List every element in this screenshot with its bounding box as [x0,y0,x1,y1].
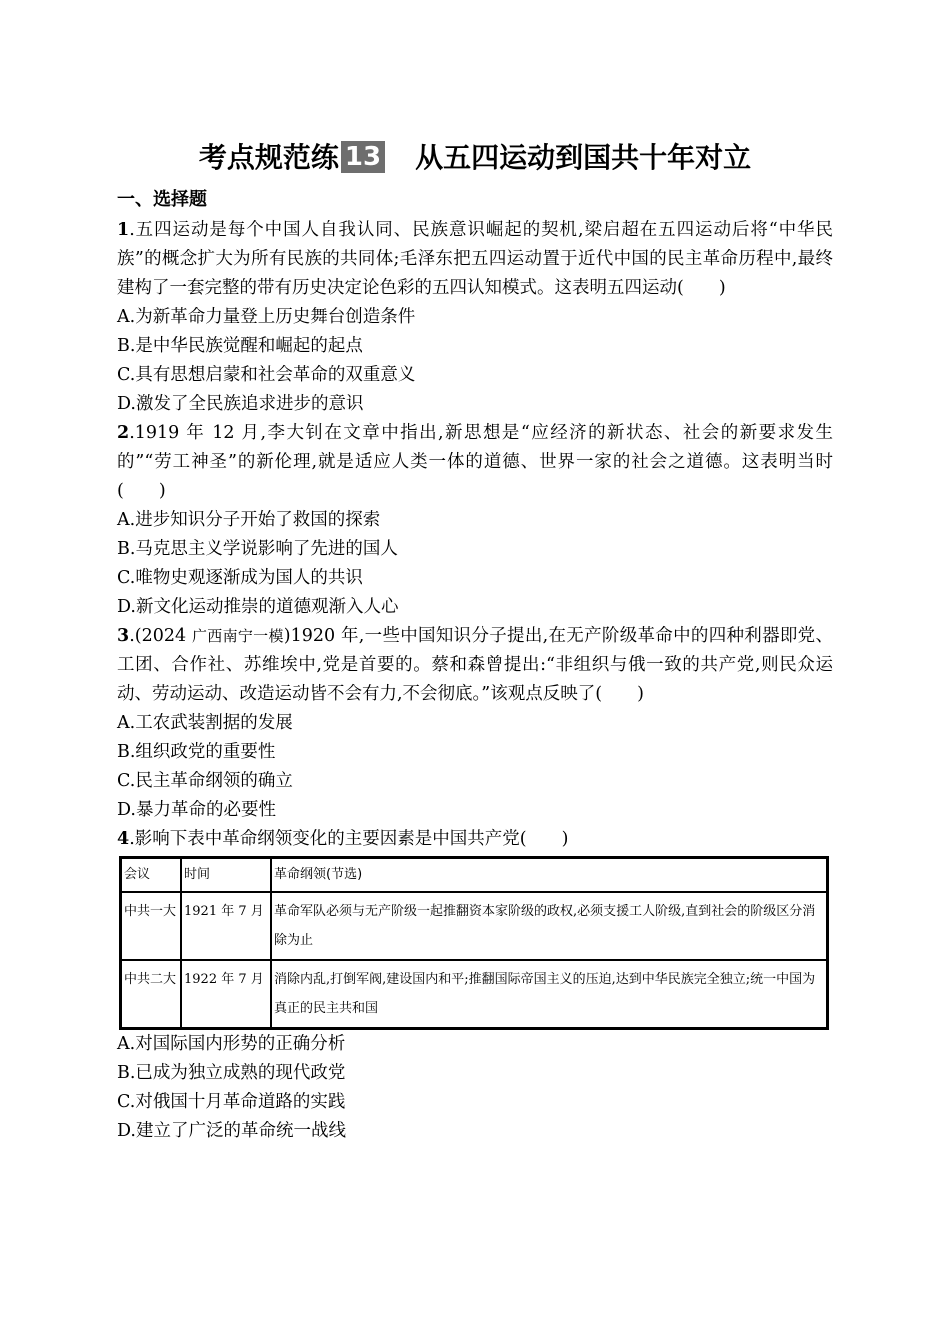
question-text: .1919 年 12 月,李大钊在文章中指出,新思想是“应经济的新状态、社会的新要求发生的”“劳工神圣”的新伦理,就是适应人类一体的道德、世界一家的社会之道德。这表明当时( ) [117,423,833,501]
header-meeting: 会议 [121,858,182,893]
option-c[interactable]: C.民主革命纲领的确立 [117,771,293,791]
cell-meeting: 中共一大 [121,892,182,960]
question-number: 3 [117,626,130,646]
cell-program: 革命军队必须与无产阶级一起推翻资本家阶级的政权,必须支援工人阶级,直到社会的阶级区分消除为止 [271,892,828,960]
question-text: .五四运动是每个中国人自我认同、民族意识崛起的契机,梁启超在五四运动后将“中华民族”的概念扩大为所有民族的共同体;毛泽东把五四运动置于近代中国的民主革命历程中,最终建构了一套完整的带有历史决定论色彩的五四认知模式。这表明五四运动( ) [117,220,833,298]
question-stem [117,216,833,303]
question-stem [117,825,833,854]
option-a[interactable]: A.对国际国内形势的正确分析 [117,1034,346,1054]
question-2 [117,419,833,622]
question-3 [117,622,833,825]
title-main: 从五四运动到国共十年对立 [415,141,752,174]
question-source: 广西南宁一模 [191,627,284,645]
question-4 [117,825,833,1146]
option-d[interactable]: D.建立了广泛的革命统一战线 [117,1121,346,1141]
option-b[interactable]: B.是中华民族觉醒和崛起的起点 [117,336,363,356]
cell-time: 1921 年 7 月 [181,892,271,960]
option-d[interactable]: D.激发了全民族追求进步的意识 [117,394,364,414]
option-a[interactable]: A.进步知识分子开始了救国的探索 [117,510,381,530]
exercise-number-badge: 13 [341,141,385,173]
header-time: 时间 [181,858,271,893]
question-text: )1920 年,一些中国知识分子提出,在无产阶级革命中的四种利器即党、工团、合作社、苏维埃中,党是首要的。蔡和森曾提出:“非组织与俄一致的共产党,则民众运动、劳动运动、改造运动皆不会有力,不会彻底。”该观点反映了( ) [117,626,833,704]
question-number: 4 [117,829,130,849]
option-a[interactable]: A.为新革命力量登上历史舞台创造条件 [117,307,416,327]
question-stem [117,622,833,709]
table-row [121,892,828,960]
header-program: 革命纲领(节选) [271,858,828,893]
page-title [0,138,950,178]
cell-time: 1922 年 7 月 [181,960,271,1029]
cell-meeting: 中共二大 [121,960,182,1029]
option-b[interactable]: B.已成为独立成熟的现代政党 [117,1063,346,1083]
question-number: 2 [117,423,130,443]
option-b[interactable]: B.组织政党的重要性 [117,742,276,762]
cell-program: 消除内乱,打倒军阀,建设国内和平;推翻国际帝国主义的压迫,达到中华民族完全独立;统一中国为真正的民主共和国 [271,960,828,1029]
question-list [117,188,833,1146]
question-pre: .(2024 [129,626,192,646]
question-number: 1 [117,220,130,240]
option-c[interactable]: C.唯物史观逐渐成为国人的共识 [117,568,363,588]
option-c[interactable]: C.对俄国十月革命道路的实践 [117,1092,346,1112]
option-a[interactable]: A.工农武装割据的发展 [117,713,293,733]
question-text: .影响下表中革命纲领变化的主要因素是中国共产党( ) [129,829,569,849]
option-d[interactable]: D.新文化运动推崇的道德观渐入人心 [117,597,399,617]
program-table [119,856,829,1030]
title-prefix: 考点规范练 [198,141,339,174]
option-d[interactable]: D.暴力革命的必要性 [117,800,276,820]
question-stem [117,419,833,506]
table-row [121,960,828,1029]
table-header-row [121,858,828,893]
section-heading: 一、选择题 [117,189,207,210]
question-1 [117,216,833,419]
option-c[interactable]: C.具有思想启蒙和社会革命的双重意义 [117,365,416,385]
option-b[interactable]: B.马克思主义学说影响了先进的国人 [117,539,398,559]
